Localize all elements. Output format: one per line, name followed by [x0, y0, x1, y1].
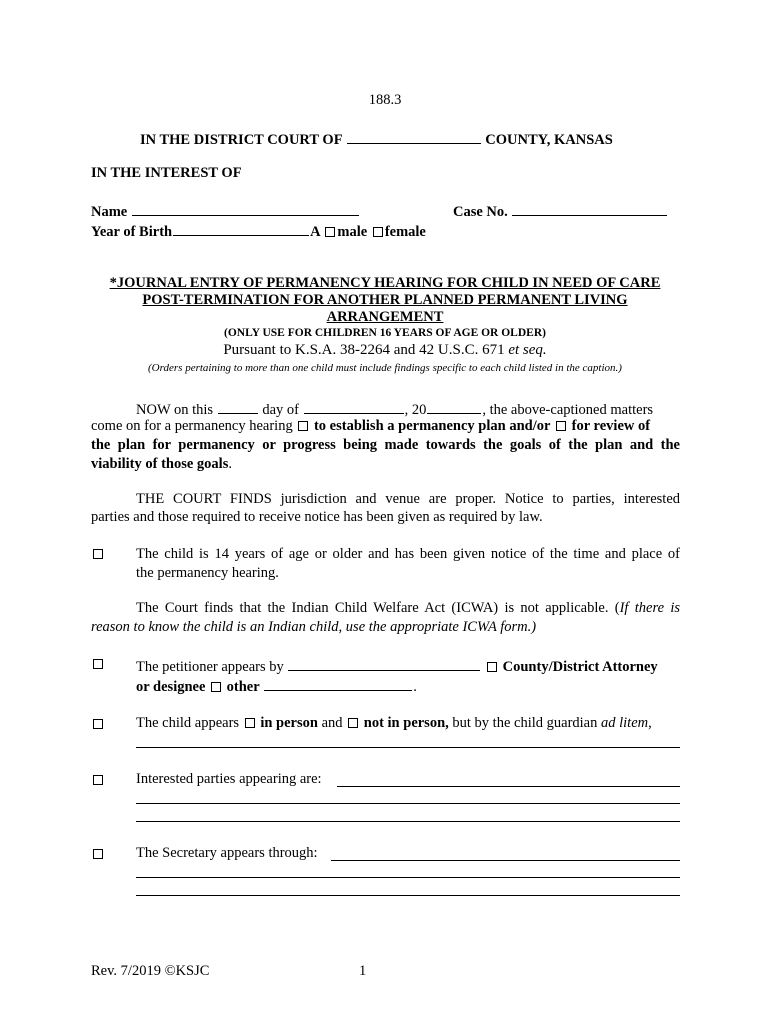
other-field[interactable] — [264, 676, 412, 691]
interested-parties-field-1[interactable] — [337, 786, 680, 787]
secretary-field-1[interactable] — [331, 860, 680, 861]
day-of-text: day of — [262, 402, 299, 418]
secretary-field-2[interactable] — [136, 877, 680, 878]
now-text: NOW on this — [136, 402, 214, 418]
child-appears-comma: , — [648, 715, 652, 731]
county-attorney-checkbox[interactable] — [487, 662, 497, 672]
icwa-line-1 — [136, 600, 680, 617]
title-line-2: POST-TERMINATION FOR ANOTHER PLANNED PERMANENT LIVING — [142, 292, 628, 308]
not-in-person-label: not in person, — [363, 715, 449, 731]
and-text: and — [321, 715, 343, 731]
year-of-birth-field[interactable] — [173, 221, 309, 236]
court-header — [140, 129, 613, 149]
interested-parties-field-2[interactable] — [136, 803, 680, 804]
court-finds-line-2: parties and those required to receive notice has been given as required by law. — [91, 509, 543, 525]
ad-litem-text: ad litem — [601, 715, 649, 731]
case-no-field[interactable] — [512, 201, 667, 216]
now-line-4 — [91, 456, 232, 473]
male-checkbox[interactable] — [325, 227, 335, 237]
year-prefix-text: , 20 — [404, 402, 427, 418]
day-field[interactable] — [218, 399, 258, 414]
interest-of-label: IN THE INTEREST OF — [91, 165, 242, 181]
pursuant-text: Pursuant to K.S.A. 38-2264 and 42 U.S.C. 671 — [223, 342, 505, 358]
petitioner-period: . — [413, 679, 417, 695]
petitioner-line-1 — [136, 656, 658, 676]
petitioner-field[interactable] — [288, 656, 480, 671]
name-row — [91, 201, 360, 221]
court-header-suffix: COUNTY, KANSAS — [485, 132, 613, 148]
revision-footer: Rev. 7/2019 ©KSJC — [91, 963, 210, 979]
petitioner-line-2 — [136, 676, 417, 696]
child-appears-checkbox[interactable] — [93, 719, 103, 729]
guardian-text: but by the child guardian — [452, 715, 598, 731]
other-label: other — [226, 679, 260, 695]
male-label: male — [337, 224, 368, 240]
name-field[interactable] — [132, 201, 359, 216]
case-no-label: Case No. — [453, 204, 508, 220]
matters-text: , the above-captioned matters — [482, 402, 654, 418]
review-plan-label: for review of — [571, 418, 651, 434]
county-attorney-label: County/District Attorney — [502, 659, 658, 675]
month-field[interactable] — [304, 399, 404, 414]
icwa-line-2: reason to know the child is an Indian child, use the appropriate ICWA form.) — [91, 619, 537, 635]
birth-row — [91, 221, 426, 241]
not-in-person-checkbox[interactable] — [348, 718, 358, 728]
child-notice-line-1: The child is 14 years of age or older and has been given notice of the time and place of — [136, 546, 680, 562]
now-line-1 — [136, 399, 653, 419]
petitioner-text: The petitioner appears by — [136, 659, 284, 675]
now-line-3: the plan for permanency or progress being made towards the goals of the plan and the — [91, 437, 680, 453]
icwa-italic-1: If there is — [619, 600, 680, 616]
female-checkbox[interactable] — [373, 227, 383, 237]
pursuant-et-seq: et seq. — [508, 342, 547, 358]
case-no-row — [453, 201, 668, 221]
court-finds-line-1: THE COURT FINDS jurisdiction and venue are proper. Notice to parties, interested — [136, 491, 680, 507]
child-notice-line-2: the permanency hearing. — [136, 565, 279, 581]
secretary-checkbox[interactable] — [93, 849, 103, 859]
title-line-3: ARRANGEMENT — [326, 309, 444, 325]
year-of-birth-label: Year of Birth — [91, 224, 173, 240]
in-person-checkbox[interactable] — [245, 718, 255, 728]
viability-text: viability of those goals — [91, 456, 229, 472]
orders-note: (Orders pertaining to more than one child must include findings specific to each child listed in the caption.) — [148, 362, 622, 374]
petitioner-checkbox[interactable] — [93, 659, 103, 669]
pursuant-line — [0, 342, 770, 359]
county-field[interactable] — [347, 129, 481, 144]
title-line-1: *JOURNAL ENTRY OF PERMANENCY HEARING FOR CHILD IN NEED OF CARE — [109, 275, 661, 291]
child-appears-line — [136, 715, 652, 732]
child-appears-text: The child appears — [136, 715, 240, 731]
interested-parties-label: Interested parties appearing are: — [136, 771, 322, 787]
interested-parties-checkbox[interactable] — [93, 775, 103, 785]
name-label: Name — [91, 204, 128, 220]
now-line-2 — [91, 418, 650, 435]
guardian-field[interactable] — [136, 747, 680, 748]
court-header-prefix: IN THE DISTRICT COURT OF — [140, 132, 343, 148]
child-notice-checkbox[interactable] — [93, 549, 103, 559]
title-subtitle: (ONLY USE FOR CHILDREN 16 YEARS OF AGE OR OLDER) — [224, 327, 546, 339]
establish-plan-label: to establish a permanency plan and/or — [313, 418, 551, 434]
year-field[interactable] — [427, 399, 481, 414]
viability-period: . — [228, 456, 232, 472]
designee-label: or designee — [136, 679, 206, 695]
other-checkbox[interactable] — [211, 682, 221, 692]
secretary-field-3[interactable] — [136, 895, 680, 896]
page-number: 1 — [359, 963, 367, 979]
gender-a-label: A — [310, 224, 320, 240]
review-plan-checkbox[interactable] — [556, 421, 566, 431]
in-person-label: in person — [260, 715, 318, 731]
interested-parties-field-3[interactable] — [136, 821, 680, 822]
establish-plan-checkbox[interactable] — [298, 421, 308, 431]
form-number: 188.3 — [368, 92, 402, 108]
female-label: female — [384, 224, 426, 240]
icwa-text: The Court finds that the Indian Child Welfare Act (ICWA) is not applicable. ( — [136, 600, 620, 616]
permanency-hearing-text: come on for a permanency hearing — [91, 418, 293, 434]
secretary-label: The Secretary appears through: — [136, 845, 318, 861]
